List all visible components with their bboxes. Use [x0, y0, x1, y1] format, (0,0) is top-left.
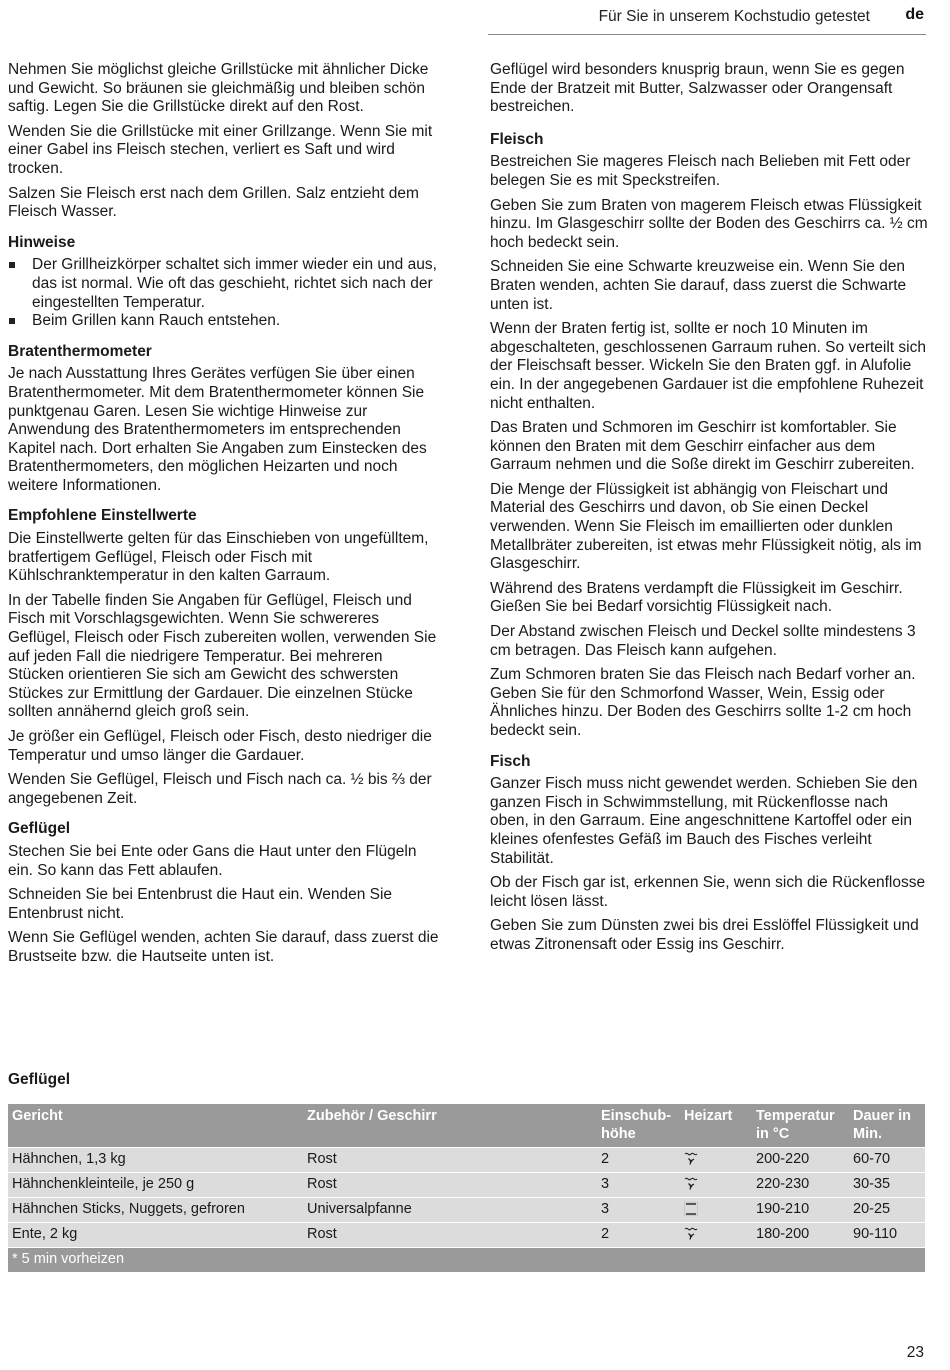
- table-row: [8, 1222, 925, 1247]
- column-header-gericht: Gericht: [12, 1108, 63, 1124]
- section-heading-hinweise: Hinweise: [8, 233, 76, 251]
- cell-dauer: 60-70: [853, 1151, 891, 1167]
- header-divider: [488, 34, 926, 35]
- paragraph: Die Menge der Flüssigkeit ist abhängig von Fleischart und Material des Geschirrs und davon, ob Sie einen Deckel verwenden. Wenn Sie Fleisch im emaillierten oder dunklen Metallbräter zubereiten, ist etwas mehr Flüssigkeit nötig, als im Glasgeschirr.: [490, 480, 922, 573]
- column-header-heizart: Heizart: [684, 1108, 733, 1124]
- fan-grill-icon: [684, 1176, 698, 1192]
- cell-einschub: 2: [601, 1151, 610, 1167]
- table-title: Geflügel: [8, 1071, 71, 1088]
- paragraph: Zum Schmoren braten Sie das Fleisch nach Bedarf vorher an. Geben Sie für den Schmorfond Wasser, Wein, Essig oder Ähnliches hinzu. Der Boden des Geschirrs sollte 1-2 cm hoch bedeckt sein.: [490, 666, 916, 739]
- hinweise-list: [8, 256, 440, 330]
- page-number: 23: [906, 1344, 924, 1361]
- paragraph: Je nach Ausstattung Ihres Gerätes verfügen Sie über einen Bratenthermometer. Mit dem Bratenthermometer können Sie punktgenau Garen. Lesen Sie wichtige Hinweise zur Anwendung des Bratenthermometers im entsprechenden Kapitel nach. Dort erhalten Sie Angaben zum Einstecken des Bratenthermometers, den möglichen Heizarten und noch weitere Informationen.: [8, 365, 427, 494]
- paragraph: Nehmen Sie möglichst gleiche Grillstücke mit ähnlicher Dicke und Gewicht. So bräunen sie gleichmäßig und bleiben schön saftig. Legen Sie die Grillstücke direkt auf den Rost.: [8, 61, 429, 116]
- cell-zubehoer: Rost: [307, 1176, 337, 1192]
- paragraph: Wenn Sie Geflügel wenden, achten Sie darauf, dass zuerst die Brustseite bzw. die Hautseite unten ist.: [8, 929, 439, 965]
- paragraph: Die Einstellwerte gelten für das Einschieben von ungefülltem, bratfertigem Geflügel, Fleisch oder Fisch mit Kühlschranktemperatur in den kalten Garraum.: [8, 530, 429, 585]
- paragraph: Ob der Fisch gar ist, erkennen Sie, wenn sich die Rückenflosse leicht lösen lässt.: [490, 874, 926, 910]
- left-column: [8, 61, 440, 973]
- footnote-text: * 5 min vorheizen: [12, 1251, 125, 1267]
- page-header: [0, 6, 950, 30]
- paragraph: Bestreichen Sie mageres Fleisch nach Belieben mit Fett oder belegen Sie es mit Speckstreifen.: [490, 153, 911, 189]
- paragraph: Geflügel wird besonders knusprig braun, wenn Sie es gegen Ende der Bratzeit mit Butter, Salzwasser oder Orangensaft bestreichen.: [490, 61, 905, 116]
- cell-einschub: 2: [601, 1226, 610, 1242]
- language-code: de: [905, 6, 924, 23]
- paragraph: Das Braten und Schmoren im Geschirr ist komfortabler. Sie können den Braten mit dem Geschirr einfacher aus dem Garraum nehmen und die Soße direkt im Geschirr zubereiten.: [490, 419, 915, 474]
- column-header-einschub: Einschub- höhe: [601, 1108, 672, 1142]
- paragraph: Je größer ein Geflügel, Fleisch oder Fisch, desto niedriger die Temperatur und umso länger die Gardauer.: [8, 728, 432, 764]
- table-row: [8, 1197, 925, 1222]
- paragraph: Während des Bratens verdampft die Flüssigkeit im Geschirr. Gießen Sie bei Bedarf vorsichtig Flüssigkeit nach.: [490, 579, 903, 616]
- paragraph: Schneiden Sie eine Schwarte kreuzweise ein. Wenn Sie den Braten wenden, achten Sie darauf, dass zuerst die Schwarte unten ist.: [490, 258, 907, 313]
- settings-table: [8, 1104, 925, 1272]
- cell-dauer: 90-110: [853, 1226, 898, 1242]
- paragraph: Wenden Sie Geflügel, Fleisch und Fisch nach ca. ½ bis ⅔ der angegebenen Zeit.: [8, 771, 432, 807]
- paragraph: Wenn der Braten fertig ist, sollte er noch 10 Minuten im abgeschalteten, geschlossenen Garraum ruhen. So verteilt sich der Fleischsaft besser. Wickeln Sie den Braten ggf. in Alufolie ein. In der angegebenen Gardauer ist die empfohlene Ruhezeit nicht enthalten.: [490, 320, 926, 412]
- cell-zubehoer: Rost: [307, 1226, 337, 1242]
- section-heading-fisch: Fisch: [490, 752, 531, 770]
- right-column: [490, 61, 928, 961]
- cell-zubehoer: Universalpfanne: [307, 1201, 412, 1217]
- paragraph: Wenden Sie die Grillstücke mit einer Grillzange. Wenn Sie mit einer Gabel ins Fleisch stechen, verliert es Saft und wird trocken.: [8, 122, 433, 177]
- paragraph: Salzen Sie Fleisch erst nach dem Grillen. Salz entzieht dem Fleisch Wasser.: [8, 184, 419, 221]
- cell-dauer: 20-25: [853, 1201, 891, 1217]
- section-heading-fleisch: Fleisch: [490, 130, 544, 148]
- bullet-square-icon: [9, 262, 15, 268]
- section-heading-einstellwerte: Empfohlene Einstellwerte: [8, 507, 197, 525]
- top-bottom-heat-icon: [684, 1201, 698, 1217]
- cell-temperatur: 200-220: [756, 1151, 810, 1167]
- cell-temperatur: 180-200: [756, 1226, 810, 1242]
- table-row: [8, 1172, 925, 1197]
- header-title: Für Sie in unserem Kochstudio getestet: [598, 8, 870, 25]
- fan-grill-icon: [684, 1151, 698, 1167]
- table-footnote: [8, 1247, 925, 1272]
- list-item: Der Grillheizkörper schaltet sich immer wieder ein und aus, das ist normal. Wie oft das geschieht, richtet sich nach der eingestellten Temperatur.: [8, 256, 440, 312]
- cell-zubehoer: Rost: [307, 1151, 337, 1167]
- list-item: Beim Grillen kann Rauch entstehen.: [8, 312, 440, 331]
- cell-temperatur: 190-210: [756, 1201, 810, 1217]
- column-header-zubehoer: Zubehör / Geschirr: [307, 1108, 437, 1124]
- section-heading-gefluegel: Geflügel: [8, 820, 71, 838]
- cell-gericht: Hähnchen, 1,3 kg: [12, 1151, 126, 1167]
- bullet-square-icon: [9, 318, 15, 324]
- section-heading-bratenthermometer: Bratenthermometer: [8, 342, 152, 360]
- table-header: [8, 1104, 925, 1147]
- cell-gericht: Hähnchen Sticks, Nuggets, gefroren: [12, 1201, 245, 1217]
- paragraph: Der Abstand zwischen Fleisch und Deckel sollte mindestens 3 cm betragen. Das Fleisch kann aufgehen.: [490, 623, 916, 659]
- paragraph: Ganzer Fisch muss nicht gewendet werden. Schieben Sie den ganzen Fisch in Schwimmstellung, mit Rückenflosse nach oben, in den Garraum. Eine angeschnittene Kartoffel oder ein kleines ofenfestes Gefäß im Bauch des Fisches verleiht Stabilität.: [490, 775, 918, 867]
- column-header-dauer: Dauer in Min.: [853, 1108, 912, 1142]
- cell-gericht: Ente, 2 kg: [12, 1226, 78, 1242]
- cell-gericht: Hähnchenkleinteile, je 250 g: [12, 1176, 195, 1192]
- cell-temperatur: 220-230: [756, 1176, 810, 1192]
- paragraph: In der Tabelle finden Sie Angaben für Geflügel, Fleisch und Fisch mit Vorschlagsgewichten. Wenn Sie schwereres Geflügel, Fleisch oder Fisch zubereiten wollen, verwenden Sie auf jeden Fall die niedrigere Temperatur. Bei mehreren Stücken orientieren Sie sich am Gewicht des schwersten Stückes zur Ermittlung der Gardauer. Die einzelnen Stücke sollten annähernd gleich groß sein.: [8, 591, 437, 721]
- column-header-temperatur: Temperatur in °C: [756, 1108, 835, 1142]
- cell-einschub: 3: [601, 1201, 610, 1217]
- paragraph: Schneiden Sie bei Entenbrust die Haut ein. Wenden Sie Entenbrust nicht.: [8, 886, 393, 922]
- cell-einschub: 3: [601, 1176, 610, 1192]
- cell-dauer: 30-35: [853, 1176, 891, 1192]
- paragraph: Geben Sie zum Braten von magerem Fleisch etwas Flüssigkeit hinzu. Im Glasgeschirr sollte der Boden des Geschirrs ca. ½ cm hoch bedeckt sein.: [490, 196, 928, 251]
- fan-grill-icon: [684, 1226, 698, 1242]
- paragraph: Stechen Sie bei Ente oder Gans die Haut unter den Flügeln ein. So kann das Fett ablaufen.: [8, 842, 417, 879]
- paragraph: Geben Sie zum Dünsten zwei bis drei Esslöffel Flüssigkeit und etwas Zitronensaft oder Essig ins Geschirr.: [490, 917, 919, 953]
- table-row: [8, 1147, 925, 1172]
